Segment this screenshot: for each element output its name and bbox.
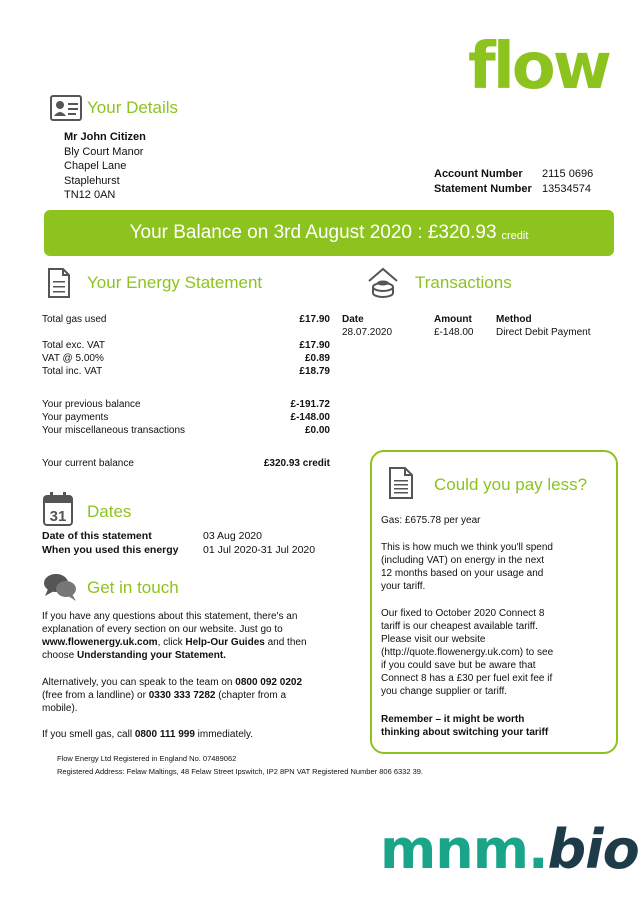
balance-text: Your Balance on 3rd August 2020 : £320.93 <box>129 222 497 243</box>
contact-title: Get in touch <box>87 578 179 597</box>
watermark: mnm.bio <box>380 818 639 881</box>
coin-hand-icon <box>365 265 401 301</box>
gas-emergency-phone[interactable]: 0800 111 999 <box>134 729 195 740</box>
calendar-icon <box>43 492 73 526</box>
transaction-method: Direct Debit Payment <box>496 327 591 338</box>
statement-number-label: Statement Number <box>434 183 532 195</box>
chat-bubbles-icon <box>42 572 78 602</box>
phone-mobile[interactable]: 0330 333 7282 <box>148 690 216 701</box>
balance-banner <box>44 210 614 256</box>
address-line: TN12 0AN <box>64 189 116 201</box>
energy-row: VAT @ 5.00% £0.89 <box>42 353 330 364</box>
address-line: Staplehurst <box>64 174 120 187</box>
transaction-amount: £-148.00 <box>434 327 474 338</box>
transaction-date: 28.07.2020 <box>342 327 393 338</box>
help-guides-link[interactable]: Help-Our Guides <box>185 637 265 648</box>
energy-row: Your payments £-148.00 <box>42 412 330 423</box>
statement-number-value: 13534574 <box>542 183 591 195</box>
usage-period-label: When you used this energy <box>42 544 179 556</box>
transactions-method-header: Method <box>496 314 532 325</box>
energy-row: Total exc. VAT £17.90 <box>42 340 330 351</box>
usage-period-value: 01 Jul 2020-31 Jul 2020 <box>203 544 316 556</box>
contact-paragraph-1: If you have any questions about this statement, there's an explanation of every section on our website. Just go to www.flowenergy.uk.com, click Help-Our Guides and then choose Understanding your Statement. <box>42 611 307 661</box>
energy-row-current-balance: Your current balance £320.93 credit <box>42 458 330 469</box>
footer-address: Registered Address: Felaw Maltings, 48 Felaw Street Ipswitch, IP2 8PN VAT Registered Number 806 6332 39. <box>57 767 424 776</box>
account-number-value: 2115 0696 <box>542 168 594 180</box>
balance-credit-label: credit <box>501 230 529 242</box>
statement-date-label: Date of this statement <box>42 530 152 542</box>
account-info <box>434 167 593 197</box>
transactions-title: Transactions <box>415 273 512 292</box>
energy-row: Your miscellaneous transactions £0.00 <box>42 425 330 436</box>
pay-less-paragraph-2: Our fixed to October 2020 Connect 8 tariff is our cheapest available tariff. Please visit our website (http://quote.flowenergy.uk.com) to see if you could save but be aware that Connect 8 has a £30 per fuel exit fee if you change supplier or tariff. <box>381 608 554 697</box>
document-icon <box>47 267 71 299</box>
energy-row: Total gas used £17.90 <box>42 314 330 325</box>
statement-date-value: 03 Aug 2020 <box>203 530 262 542</box>
website-link[interactable]: www.flowenergy.uk.com <box>42 637 158 648</box>
pay-less-paragraph-1: This is how much we think you'll spend (including VAT) on energy in the next 12 months based on your usage and your tariff. <box>381 542 553 592</box>
address-line: Bly Court Manor <box>64 145 144 158</box>
energy-row: Your previous balance £-191.72 <box>42 399 330 410</box>
document-icon <box>388 466 414 500</box>
understanding-statement-link[interactable]: Understanding your Statement. <box>77 650 226 661</box>
calendar-day: 31 <box>49 508 67 525</box>
account-number-label: Account Number <box>434 168 523 180</box>
dates-title: Dates <box>87 502 132 521</box>
contact-paragraph-3: If you smell gas, call 0800 111 999 immediately. <box>42 729 254 740</box>
flow-logo: flow <box>468 30 609 104</box>
contact-paragraph-2: Alternatively, you can speak to the team on 0800 092 0202 (free from a landline) or 0330 333 7282 (chapter from a mobile). <box>42 677 302 714</box>
customer-address-block <box>64 130 146 203</box>
id-card-icon <box>50 95 82 121</box>
pay-less-remember: Remember – it might be worth thinking about switching your tariff <box>381 714 549 738</box>
details-title: Your Details <box>87 98 179 117</box>
phone-landline[interactable]: 0800 092 0202 <box>235 677 302 688</box>
transactions-date-header: Date <box>342 314 364 325</box>
gas-annual-estimate: Gas: £675.78 per year <box>381 515 481 526</box>
transactions-amount-header: Amount <box>434 314 472 325</box>
footer-registration: Flow Energy Ltd Registered in England No. 07489062 <box>57 754 237 763</box>
address-line: Chapel Lane <box>64 160 127 172</box>
customer-name: Mr John Citizen <box>64 131 146 143</box>
pay-less-title: Could you pay less? <box>434 475 588 494</box>
energy-statement-title: Your Energy Statement <box>87 273 263 292</box>
energy-row: Total inc. VAT £18.79 <box>42 366 330 377</box>
